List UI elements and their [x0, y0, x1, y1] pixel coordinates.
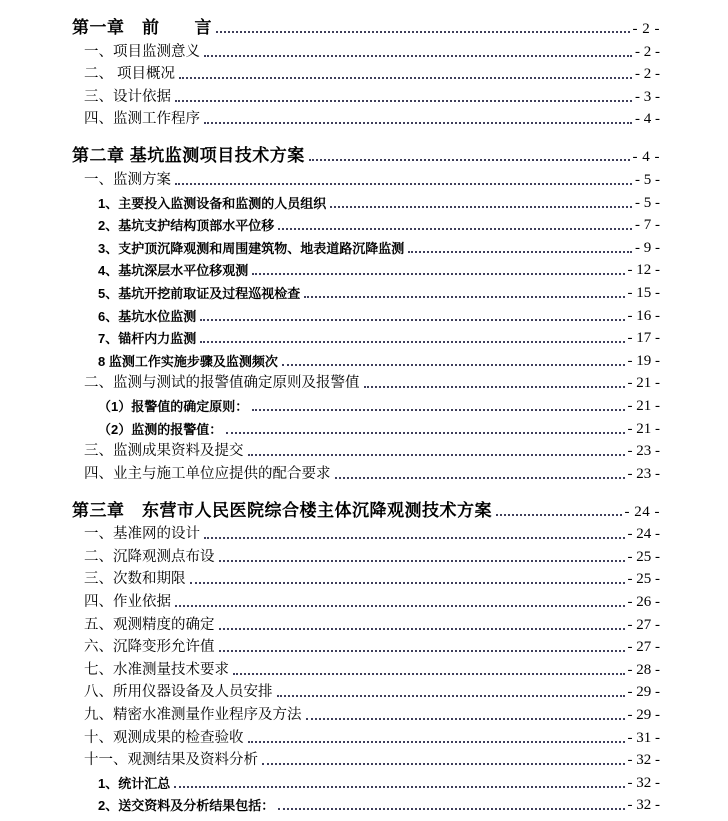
toc-entry-page[interactable]: - 4 - [635, 111, 660, 128]
toc-entry-label[interactable]: 七、水准测量技术要求 [84, 661, 229, 678]
toc-entry[interactable] [72, 234, 660, 257]
toc-entry-page[interactable]: - 5 - [635, 171, 660, 188]
toc-entry-label[interactable]: （1）报警值的确定原则： [98, 398, 249, 414]
dot-leader [252, 273, 624, 275]
toc-entry-page[interactable]: - 4 - [632, 149, 660, 166]
toc-entry[interactable] [72, 656, 660, 679]
toc-entry-label[interactable]: 二、沉降观测点布设 [84, 548, 215, 565]
toc-entry[interactable] [72, 634, 660, 657]
toc-entry-label[interactable]: 一、项目监测意义 [84, 43, 200, 60]
dot-leader [219, 560, 625, 562]
toc-list [72, 8, 660, 814]
toc-entry-label[interactable]: 三、次数和期限 [84, 571, 186, 588]
toc-entry[interactable] [72, 189, 660, 212]
toc-entry[interactable] [72, 325, 660, 348]
toc-entry-label[interactable]: 7、锚杆内力监测 [98, 331, 197, 347]
toc-entry-page[interactable]: - 32 - [627, 797, 660, 814]
toc-entry-label[interactable]: 六、沉降变形允许值 [84, 639, 215, 656]
toc-entry-label[interactable]: 3、支护顶沉降观测和周围建筑物、地表道路沉降监测 [98, 240, 405, 256]
toc-entry-page[interactable]: - 23 - [627, 465, 660, 482]
dot-leader [204, 537, 625, 539]
toc-entry[interactable] [72, 679, 660, 702]
dot-leader [226, 432, 624, 434]
dot-leader [175, 100, 632, 102]
dot-leader [179, 77, 632, 79]
toc-entry-label[interactable]: 十、观测成果的检查验收 [84, 729, 244, 746]
toc-entry-label[interactable]: 十一、观测结果及资料分析 [84, 752, 258, 769]
toc-entry-page[interactable]: - 2 - [635, 66, 660, 83]
toc-entry[interactable] [72, 61, 660, 84]
toc-entry[interactable] [72, 212, 660, 235]
toc-entry-page[interactable]: - 26 - [627, 594, 660, 611]
toc-entry-label[interactable]: 三、监测成果资料及提交 [84, 443, 244, 460]
toc-entry-label[interactable]: 五、观测精度的确定 [84, 616, 215, 633]
toc-entry-page[interactable]: - 29 - [627, 684, 660, 701]
toc-entry[interactable] [72, 83, 660, 106]
toc-entry[interactable] [72, 279, 660, 302]
toc-entry-label[interactable]: 1、统计汇总 [98, 775, 171, 791]
toc-entry-page[interactable]: - 29 - [627, 707, 660, 724]
toc-entry-label[interactable]: 第二章 基坑监测项目技术方案 [72, 146, 305, 166]
dot-leader [277, 695, 625, 697]
toc-entry-page[interactable]: - 24 - [624, 503, 660, 520]
toc-entry[interactable] [72, 611, 660, 634]
toc-entry[interactable] [72, 792, 660, 815]
dot-leader [190, 582, 625, 584]
toc-entry[interactable] [72, 347, 660, 370]
toc-entry-page[interactable]: - 21 - [627, 397, 660, 414]
dot-leader [252, 409, 624, 411]
dot-leader [204, 55, 632, 57]
toc-entry-label[interactable]: （2）监测的报警值： [98, 421, 223, 437]
toc-entry-label[interactable]: 8 监测工作实施步骤及监测频次 [98, 353, 278, 369]
toc-entry-page[interactable]: - 31 - [627, 729, 660, 746]
toc-entry-page[interactable]: - 2 - [635, 43, 660, 60]
toc-entry-page[interactable]: - 32 - [627, 752, 660, 769]
toc-entry[interactable] [72, 521, 660, 544]
toc-entry-label[interactable]: 6、基坑水位监测 [98, 308, 197, 324]
toc-entry-page[interactable]: - 16 - [627, 307, 660, 324]
toc-entry-label[interactable]: 二、 项目概况 [84, 66, 176, 83]
dot-leader [200, 341, 624, 343]
dot-leader [216, 31, 630, 33]
dot-leader [233, 673, 625, 675]
toc-entry-page[interactable]: - 28 - [627, 661, 660, 678]
toc-entry-page[interactable]: - 32 - [627, 774, 660, 791]
dot-leader [200, 319, 624, 321]
dot-leader [496, 514, 622, 516]
toc-entry-label[interactable]: 三、设计依据 [84, 88, 171, 105]
toc-entry-page[interactable]: - 25 - [627, 571, 660, 588]
dot-leader [219, 628, 625, 630]
toc-entry-label[interactable]: 八、所用仪器设备及人员安排 [84, 684, 273, 701]
dot-leader [306, 718, 625, 720]
toc-entry-page[interactable]: - 5 - [635, 194, 660, 211]
dot-leader [174, 786, 624, 788]
dot-leader [364, 386, 625, 388]
toc-entry-page[interactable]: - 17 - [627, 330, 660, 347]
dot-leader [219, 650, 625, 652]
dot-leader [204, 122, 632, 124]
toc-entry-label[interactable]: 1、主要投入监测设备和监测的人员组织 [98, 195, 327, 211]
toc-entry-label[interactable]: 四、业主与施工单位应提供的配合要求 [84, 465, 331, 482]
dot-leader [175, 183, 632, 185]
toc-entry-label[interactable]: 四、作业依据 [84, 594, 171, 611]
toc-entry-page[interactable]: - 12 - [627, 262, 660, 279]
toc-entry-label[interactable]: 第一章 前 言 [72, 18, 212, 37]
dot-leader [248, 454, 625, 456]
toc-entry-page[interactable]: - 19 - [627, 352, 660, 369]
dot-leader [330, 206, 632, 208]
dot-leader [262, 763, 625, 765]
dot-leader [175, 605, 625, 607]
toc-entry-page[interactable]: - 21 - [627, 420, 660, 437]
toc-entry[interactable] [72, 769, 660, 792]
toc-entry[interactable] [72, 370, 660, 393]
dot-leader [304, 296, 624, 298]
toc-entry[interactable] [72, 701, 660, 724]
toc-entry-label[interactable]: 二、监测与测试的报警值确定原则及报警值 [84, 375, 360, 392]
toc-entry-page[interactable]: - 21 - [627, 375, 660, 392]
dot-leader [309, 159, 630, 161]
toc-entry[interactable] [72, 8, 660, 38]
toc-entry[interactable] [72, 543, 660, 566]
toc-entry-page[interactable]: - 7 - [635, 217, 660, 234]
toc-entry[interactable] [72, 136, 660, 166]
dot-leader [335, 477, 625, 479]
toc-entry[interactable] [72, 302, 660, 325]
toc-entry-label[interactable]: 2、送交资料及分析结果包括： [98, 798, 275, 814]
toc-entry-page[interactable]: - 9 - [635, 239, 660, 256]
dot-leader [408, 251, 632, 253]
toc-entry-page[interactable]: - 27 - [627, 616, 660, 633]
toc-entry[interactable] [72, 38, 660, 61]
toc-entry[interactable] [72, 257, 660, 280]
toc-entry[interactable] [72, 166, 660, 189]
toc-entry[interactable] [72, 491, 660, 521]
dot-leader [248, 741, 625, 743]
toc-entry[interactable] [72, 724, 660, 747]
toc-entry-label[interactable]: 2、基坑支护结构顶部水平位移 [98, 218, 275, 234]
dot-leader [278, 228, 632, 230]
toc-entry[interactable] [72, 106, 660, 129]
toc-entry-label[interactable]: 5、基坑开挖前取证及过程巡视检查 [98, 285, 301, 301]
toc-entry-page[interactable]: - 25 - [627, 548, 660, 565]
toc-entry-page[interactable]: - 24 - [627, 526, 660, 543]
toc-entry[interactable] [72, 588, 660, 611]
toc-entry-page[interactable]: - 27 - [627, 639, 660, 656]
dot-leader [278, 808, 624, 810]
toc-entry-label[interactable]: 四、监测工作程序 [84, 111, 200, 128]
toc-entry[interactable] [72, 415, 660, 438]
toc-entry-label[interactable]: 一、监测方案 [84, 171, 171, 188]
toc-entry-label[interactable]: 4、基坑深层水平位移观测 [98, 263, 249, 279]
toc-entry-page[interactable]: - 2 - [632, 21, 660, 37]
toc-entry-page[interactable]: - 15 - [627, 284, 660, 301]
toc-entry[interactable] [72, 460, 660, 483]
toc-entry[interactable] [72, 566, 660, 589]
toc-entry[interactable] [72, 392, 660, 415]
toc-entry-label[interactable]: 第三章 东营市人民医院综合楼主体沉降观测技术方案 [72, 500, 492, 520]
dot-leader [282, 364, 625, 366]
toc-entry[interactable] [72, 438, 660, 461]
toc-entry-label[interactable]: 一、基准网的设计 [84, 526, 200, 543]
toc-entry-page[interactable]: - 23 - [627, 443, 660, 460]
toc-entry-page[interactable]: - 3 - [635, 88, 660, 105]
toc-entry-label[interactable]: 九、精密水准测量作业程序及方法 [84, 707, 302, 724]
toc-entry[interactable] [72, 747, 660, 770]
